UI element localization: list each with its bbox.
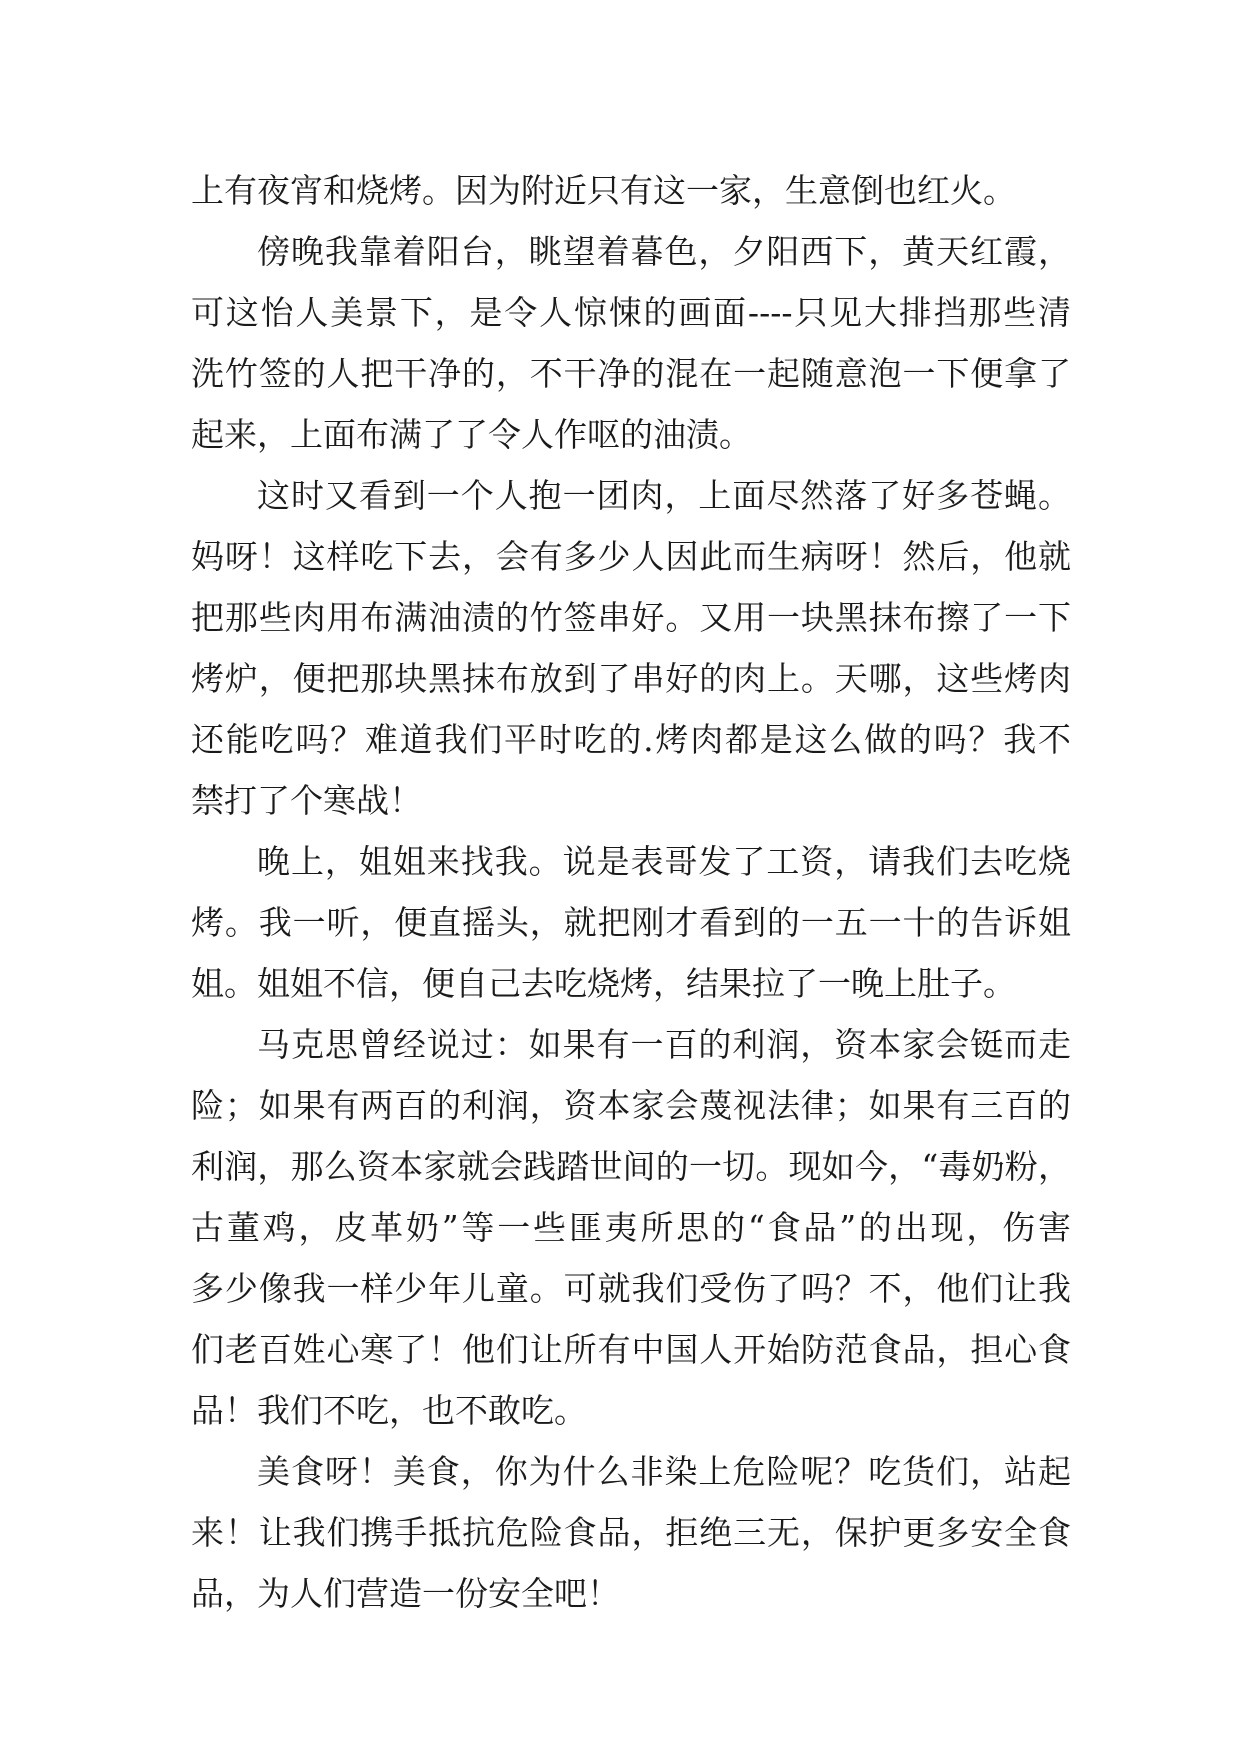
text-line: 姐。姐姐不信，便自己去吃烧烤，结果拉了一晚上肚子。 [191,964,1016,1003]
text-line: 晚上，姐姐来找我。说是表哥发了工资，请我们去吃烧 [257,842,1071,881]
paragraph [191,221,1071,465]
text-line: 起来，上面布满了了令人作呕的油渍。 [191,415,752,454]
paragraph [191,831,1071,1014]
text-line: 多少像我一样少年儿童。可就我们受伤了吗？不，他们让我 [191,1269,1071,1308]
text-line: 古董鸡，皮革奶”等一些匪夷所思的“食品”的出现，伤害 [191,1208,1071,1247]
text-line: 品，为人们营造一份安全吧！ [191,1574,620,1613]
text-line: 烤炉，便把那块黑抹布放到了串好的肉上。天哪，这些烤肉 [191,659,1071,698]
text-line: 妈呀！这样吃下去，会有多少人因此而生病呀！然后，他就 [191,537,1071,576]
text-line: 们老百姓心寒了！他们让所有中国人开始防范食品，担心食 [191,1330,1071,1369]
paragraph [191,465,1071,831]
text-line: 来！让我们携手抵抗危险食品，拒绝三无，保护更多安全食 [191,1513,1071,1552]
text-line: 傍晚我靠着阳台，眺望着暮色，夕阳西下，黄天红霞， [257,232,1071,271]
paragraph [191,1014,1071,1441]
text-line: 马克思曾经说过：如果有一百的利润，资本家会铤而走 [257,1025,1071,1064]
text-line: 洗竹签的人把干净的，不干净的混在一起随意泡一下便拿了 [191,354,1071,393]
text-line: 还能吃吗？难道我们平时吃的.烤肉都是这么做的吗？我不 [191,720,1071,759]
text-line: 烤。我一听，便直摇头，就把刚才看到的一五一十的告诉姐 [191,903,1071,942]
text-line: 品！我们不吃，也不敢吃。 [191,1391,587,1430]
text-line: 险；如果有两百的利润，资本家会蔑视法律；如果有三百的 [191,1086,1071,1125]
paragraph [191,160,1071,221]
text-line: 这时又看到一个人抱一团肉，上面尽然落了好多苍蝇。 [257,476,1071,515]
paragraph [191,1441,1071,1624]
text-line: 把那些肉用布满油渍的竹签串好。又用一块黑抹布擦了一下 [191,598,1071,637]
text-line: 禁打了个寒战！ [191,781,422,820]
text-line: 上有夜宵和烧烤。因为附近只有这一家，生意倒也红火。 [191,171,1016,210]
text-line: 可这怡人美景下，是令人惊悚的画面----只见大排挡那些清 [191,293,1071,332]
text-line: 利润，那么资本家就会践踏世间的一切。现如今，“毒奶粉， [191,1147,1071,1186]
document-body [191,160,1071,1624]
text-line: 美食呀！美食，你为什么非染上危险呢？吃货们，站起 [257,1452,1071,1491]
